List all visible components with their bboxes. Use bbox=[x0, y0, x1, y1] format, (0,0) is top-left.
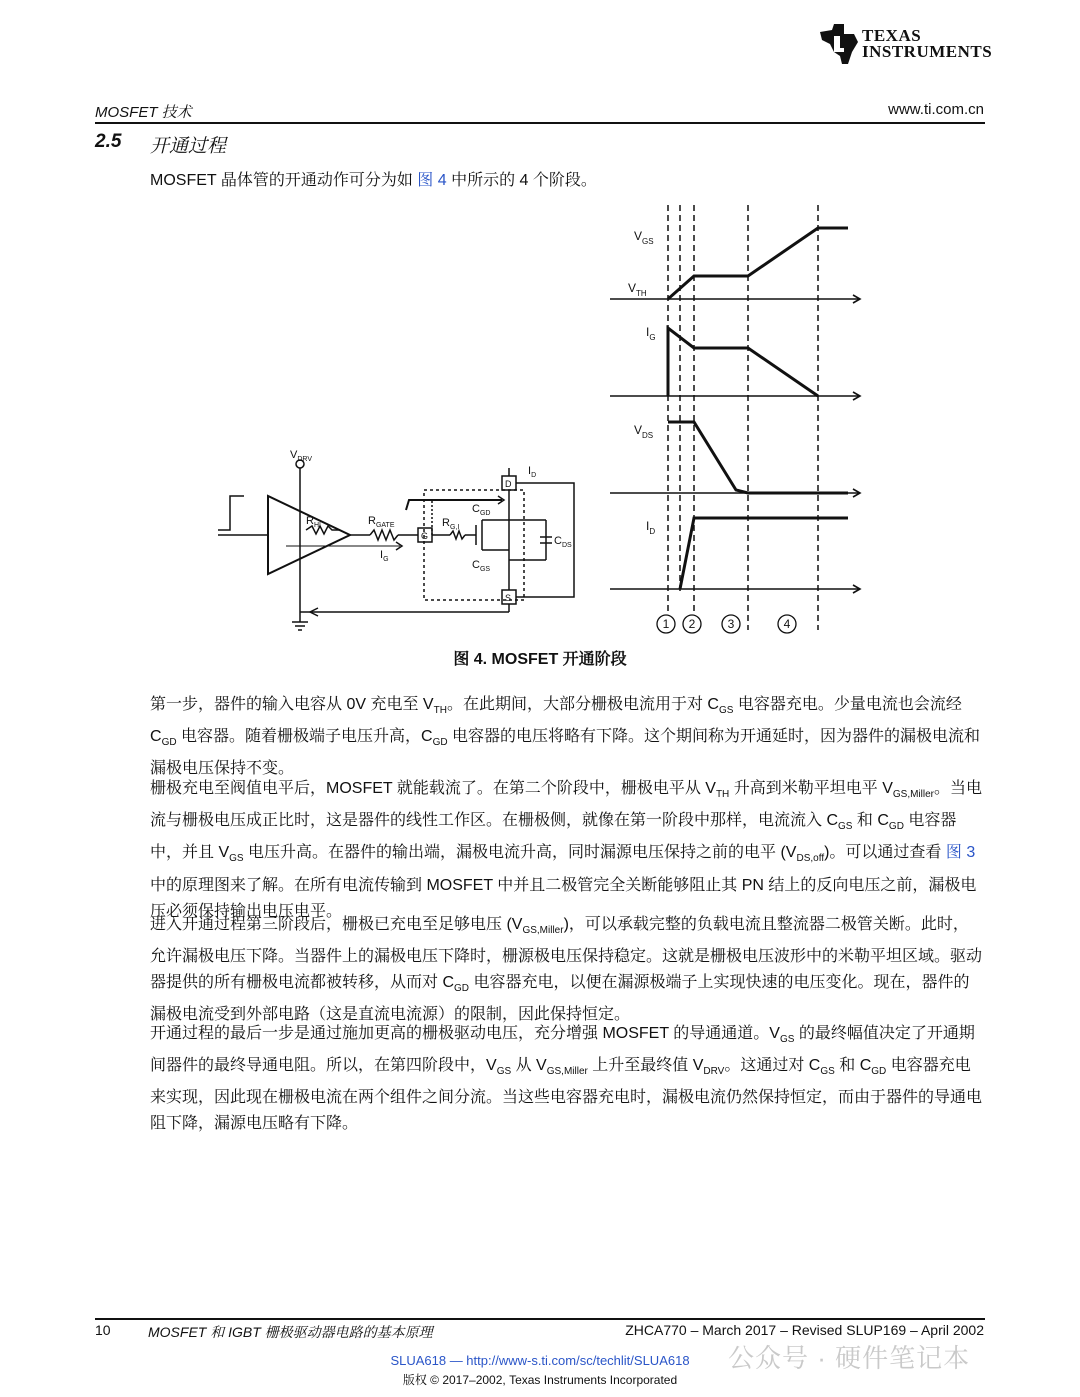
phase-2: 2 bbox=[688, 617, 696, 631]
vth-label: $V_{TH}$ bbox=[628, 281, 647, 298]
id-circuit-label: $I_D$ bbox=[528, 465, 537, 479]
running-header-left: MOSFET 技术 bbox=[95, 104, 192, 121]
intro-text-before: MOSFET 晶体管的开通动作可分为如 bbox=[150, 172, 418, 189]
rhi-label: $R_{HI}$ bbox=[306, 515, 321, 529]
vds-waveform bbox=[668, 422, 848, 493]
brand-name bbox=[862, 28, 992, 60]
cds-label: $C_{DS}$ bbox=[554, 535, 572, 549]
phase-3: 3 bbox=[727, 617, 735, 631]
phase-4: 4 bbox=[783, 617, 791, 631]
brand-line1: TEXAS bbox=[862, 26, 922, 45]
paragraph-3: 进入开通过程第三阶段后，栅极已充电至足够电压 $(V_{GS,Miller})$，可以承载完整的负载电流且整流器二极管关断。此时，允许漏极电压下降。当器件上的漏极电压下降时，栅源极电压保持稳定。这就是栅极电压波形中的米勒平坦区域。驱动器提供的所有栅极电流都被转移，从而对 $C_{GD}$ 电容器充电，以便在漏源极端子上实现快速的电压变化。现在，器件的漏极电流受到外部电路（这是直流电流源）的限制，因此保持恒定。 bbox=[150, 916, 983, 1024]
header-rule bbox=[95, 122, 985, 124]
footer-doc-id: ZHCA770 – March 2017 – Revised SLUP169 – April 2002 bbox=[625, 1322, 984, 1338]
paragraph-2: 栅极充电至阀值电平后，MOSFET 就能载流了。在第二个阶段中，栅极电平从 $V_{TH}$ 升高到米勒平坦电平 $V_{GS,Miller}$。当电流与栅极电压成正比时，这是器件的线性工作区。在栅极侧，就像在第一阶段中那样，电流流入 $C_{GS}$ 和 $C_{GD}$ 电容器中，并且 $V_{GS}$ 电压升高。在器件的输出端，漏极电流升高，同时漏源电压保持之前的电平 $(V_{DS,off})$。可以通过查看 图 3 中的原理图来了解。在所有电流传输到 MOSFET 中并且二极管完全关断能够阻止其 PN 结上的反向电压之前，漏极电压必须保持输出电压电平。 bbox=[150, 780, 983, 920]
watermark: 公众号 · 硬件笔记本 bbox=[728, 1343, 971, 1373]
vds-label: $V_{DS}$ bbox=[634, 423, 654, 440]
intro-paragraph bbox=[150, 167, 597, 190]
phase-dividers bbox=[668, 205, 818, 630]
footer-title: MOSFET 和 IGBT 栅极驱动器电路的基本原理 bbox=[148, 1324, 433, 1340]
paragraph-1: 第一步，器件的输入电容从 0V 充电至 $V_{TH}$。在此期间，大部分栅极电流用于对 $C_{GS}$ 电容器充电。少量电流也会流经 $C_{GD}$ 电容器。随着栅极端子电压升高，$C_{GD}$ 电容器的电压将略有下降。这个期间称为开通延时，因为器件的漏极电流和漏极电压保持不变。 bbox=[150, 696, 981, 778]
rgate-label: $R_{GATE}$ bbox=[368, 515, 395, 529]
ig-circuit-label: $I_G$ bbox=[380, 549, 389, 563]
footer-link[interactable]: SLUA618 — http://www-s.ti.com/sc/techlit/SLUA618 bbox=[390, 1353, 690, 1368]
section-number: 2.5 bbox=[95, 131, 122, 152]
turn-on-figure bbox=[210, 200, 870, 640]
footer-copyright: 版权 © 2017–2002, Texas Instruments Incorporated bbox=[402, 1373, 678, 1387]
ig-label: $I_G$ bbox=[646, 325, 656, 342]
page-number: 10 bbox=[95, 1322, 111, 1338]
gate-drive-circuit bbox=[218, 460, 574, 630]
source-terminal: S bbox=[505, 593, 512, 603]
gate-terminal: G bbox=[421, 531, 429, 541]
figure3-link[interactable]: 图 3 bbox=[945, 844, 976, 862]
vgs-waveform bbox=[668, 228, 848, 299]
cgs-label: $C_{GS}$ bbox=[472, 559, 491, 573]
intro-text-after: 中所示的 4 个阶段。 bbox=[446, 172, 597, 189]
drain-terminal: D bbox=[505, 479, 512, 489]
cgd-label: $C_{GD}$ bbox=[472, 503, 491, 517]
figure-caption: 图 4. MOSFET 开通阶段 bbox=[453, 651, 627, 668]
paragraph-4: 开通过程的最后一步是通过施加更高的栅极驱动电压，充分增强 MOSFET 的导通通道。$V_{GS}$ 的最终幅值决定了开通期间器件的最终导通电阻。所以，在第四阶段中，$V_{GS}$ 从 $V_{GS,Miller}$ 上升至最终值 $V_{DRV}$。这通过对 $C_{GS}$ 和 $C_{GD}$ 电容器充电来实现，因此现在栅极电流在两个组件之间分流。当这些电容器充电时，漏极电流仍然保持恒定，而由于器件的导通电阻下降，漏源电压略有下降。 bbox=[150, 1025, 983, 1133]
id-waveform bbox=[680, 518, 848, 589]
id-label: $I_D$ bbox=[646, 519, 656, 536]
vdrv-label: $V_{DRV}$ bbox=[290, 449, 312, 463]
brand-line2: INSTRUMENTS bbox=[862, 42, 993, 61]
ig-waveform bbox=[668, 328, 818, 396]
running-header-url[interactable]: www.ti.com.cn bbox=[888, 101, 984, 118]
footer-rule bbox=[95, 1318, 985, 1320]
rgi-label: $R_{G,I}$ bbox=[442, 517, 460, 531]
phase-1: 1 bbox=[662, 617, 670, 631]
section-title: 开通过程 bbox=[150, 136, 227, 157]
figure-link[interactable]: 图 4 bbox=[417, 172, 447, 189]
vgs-label: $V_{GS}$ bbox=[634, 229, 654, 246]
